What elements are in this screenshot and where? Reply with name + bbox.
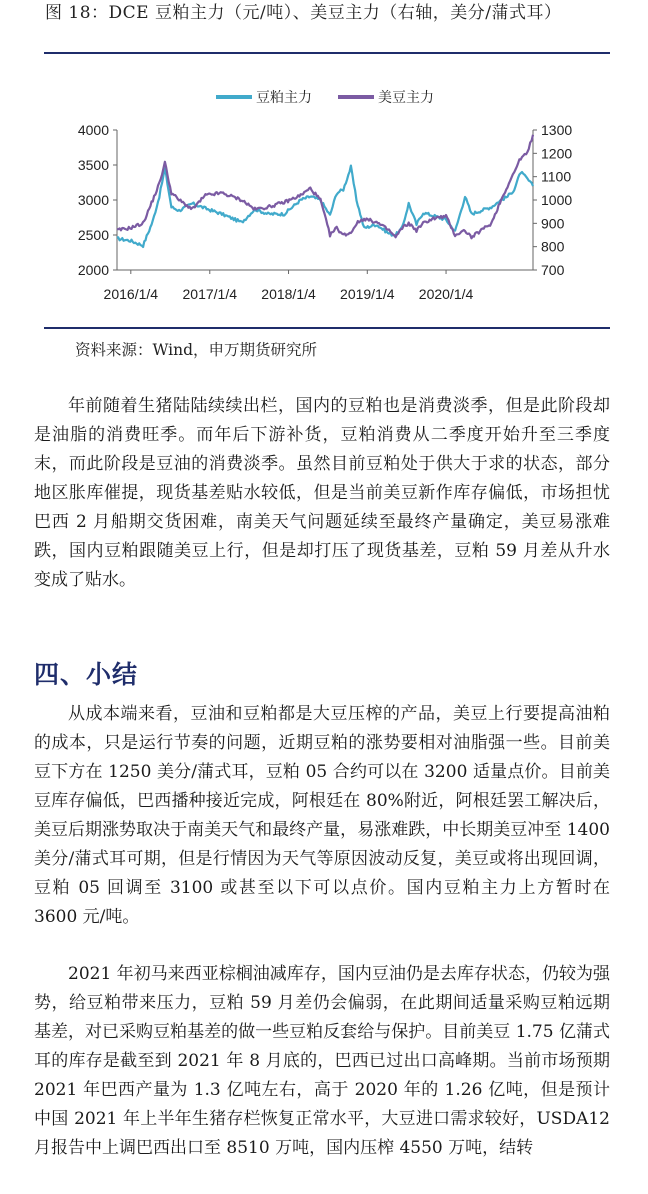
figure-bottom-rule [44,327,610,329]
y-left-tick-label: 3500 [77,157,109,173]
paragraph-2021-outlook: 2021 年初马来西亚棕榈油减库存，国内豆油仍是去库存状态，仍较为强势，给豆粕带来压力，豆粕 59 月差仍会偏弱，在此期间适量采购豆粕远期基差，对已采购豆粕基差的做一些豆粕反套给与保护。目前美豆 1.75 亿蒲式耳的库存是截至到 2021 年 8 月底的，巴西已过出口高峰期。当前市场预期 2021 年巴西产量为 1.3 亿吨左右，高于 2020 年的 1.26 亿吨，但是预计中国 2021 年上半年生猪存栏恢复正常水平，大豆进口需求较好，USDA12 月报告中上调巴西出口至 8510 万吨，国内压榨 4550 万吨，结转 [34,964,610,1158]
chart-legend [216,89,434,105]
figure-source: 资料来源：Wind，申万期货研究所 [75,341,318,359]
y-left-tick-label: 3000 [77,192,109,208]
y-left-tick-label: 4000 [77,122,109,138]
figure-title: 图 18：DCE 豆粕主力（元/吨）、美豆主力（右轴，美分/蒲式耳） [45,3,562,23]
y-right-tick-label: 1000 [541,192,573,208]
section-heading: 四、小结 [34,660,139,689]
legend-item-soymeal-label: 豆粕主力 [256,89,312,105]
y-right-tick-label: 800 [541,238,565,255]
chart-lines [117,135,533,247]
y-right-tick-label: 1300 [541,122,573,138]
series-line-soybean [117,135,533,239]
legend-item-soybean-label: 美豆主力 [378,89,434,105]
x-tick-label: 2016/1/4 [103,286,159,302]
y-left-tick-label: 2500 [77,227,109,243]
y-right-tick-label: 700 [541,262,565,278]
y-right-tick-label: 1100 [541,168,572,185]
x-tick-label: 2018/1/4 [261,286,316,302]
x-tick-label: 2020/1/4 [418,286,474,302]
x-tick-label: 2017/1/4 [182,286,238,302]
soymeal-soybean-chart [0,60,648,322]
y-left-tick-label: 2000 [77,262,109,278]
y-right-tick-label: 900 [541,215,565,232]
paragraph-cost-side: 从成本端来看，豆油和豆粕都是大豆压榨的产品，美豆上行要提高油粕的成本，只是运行节奏的问题，近期豆粕的涨势要相对油脂强一些。目前美豆下方在 1250 美分/蒲式耳，豆粕 05 合约可以在 3200 适量点价。目前美豆库存偏低，巴西播种接近完成，阿根廷在 80%附近，阿根廷罢工解决后，美豆后期涨势取决于南美天气和最终产量，易涨难跌，中长期美豆冲至 1400 美分/蒲式耳可期，但是行情因为天气等原因波动反复，美豆或将出现回调，豆粕 05 回调至 3100 或甚至以下可以点价。国内豆粕主力上方暂时在 3600 元/吨。 [34,704,610,927]
y-right-tick-label: 1200 [541,145,573,162]
figure-top-rule [44,52,610,54]
x-tick-label: 2019/1/4 [340,286,395,302]
paragraph-market-outlook: 年前随着生猪陆陆续续出栏，国内的豆粕也是消费淡季，但是此阶段却是油脂的消费旺季。而年后下游补货，豆粕消费从二季度开始升至三季度末，而此阶段是豆油的消费淡季。虽然目前豆粕处于供大于求的状态，部分地区胀库催提，现货基差贴水较低，但是当前美豆新作库存偏低，市场担忧巴西 2 月船期交货困难，南美天气问题延续至最终产量确定，美豆易涨难跌，国内豆粕跟随美豆上行，但是却打压了现货基差，豆粕 59 月差从升水变成了贴水。 [34,396,610,590]
